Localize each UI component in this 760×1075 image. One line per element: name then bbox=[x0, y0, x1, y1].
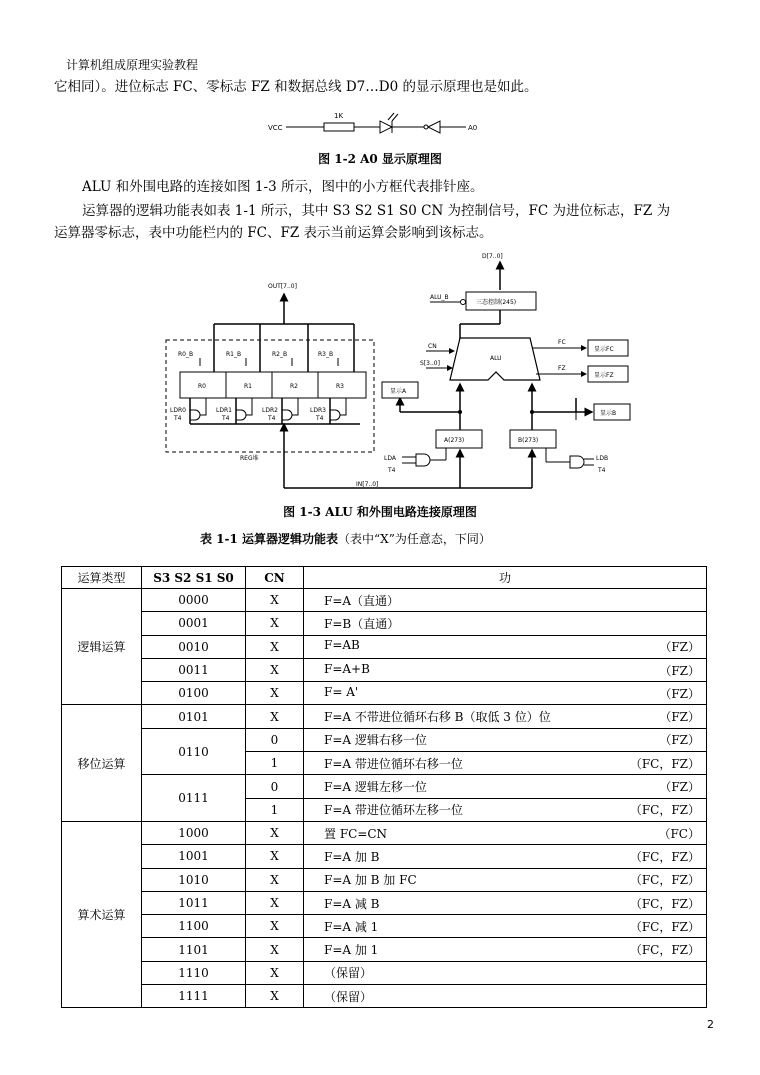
alu-b-label: ALU_B bbox=[430, 294, 449, 301]
show-b-label: 显示B bbox=[600, 410, 617, 417]
cn-cell: X bbox=[246, 612, 304, 635]
group-logic: 逻辑运算 bbox=[62, 589, 142, 705]
in-bus-label: IN[7..0] bbox=[356, 481, 379, 488]
table-row bbox=[62, 682, 707, 705]
paragraph-1: 它相同）。进位标志 FC、零标志 FZ 和数据总线 D7…D0 的显示原理也是如此。 bbox=[54, 79, 538, 95]
cn-cell: X bbox=[246, 845, 304, 868]
function-cell bbox=[304, 798, 707, 821]
show-fc-label: 显示FC bbox=[594, 346, 614, 353]
function-text: F=A+B bbox=[324, 661, 370, 676]
r1-label: R1 bbox=[244, 383, 252, 390]
function-cell bbox=[304, 938, 707, 961]
vcc-label: VCC bbox=[268, 124, 283, 132]
header-cn: CN bbox=[246, 567, 304, 589]
function-cell bbox=[304, 821, 707, 844]
function-text: 置 FC=CN bbox=[324, 826, 388, 841]
function-cell bbox=[304, 682, 707, 705]
group-arith: 算术运算 bbox=[62, 821, 142, 1007]
code-cell: 1001 bbox=[142, 845, 246, 868]
fz-label: FZ bbox=[558, 365, 566, 372]
r3-label: R3 bbox=[336, 383, 344, 390]
r3b-label: R3_B bbox=[318, 351, 334, 358]
table-row bbox=[62, 728, 707, 751]
code-cell: 1111 bbox=[142, 985, 246, 1008]
regfile-label: REG堆 bbox=[240, 455, 259, 462]
code-cell: 0110 bbox=[142, 728, 246, 775]
cn-label: CN bbox=[428, 343, 437, 350]
show-fz-label: 显示FZ bbox=[594, 372, 614, 379]
function-text: F=AB bbox=[324, 638, 360, 653]
table-row bbox=[62, 845, 707, 868]
flag-text: （FC，FZ） bbox=[629, 756, 700, 771]
a273-label: A(273) bbox=[444, 437, 465, 444]
flag-text: （FC，FZ） bbox=[629, 919, 700, 934]
ldb-label: LDB bbox=[596, 455, 609, 462]
function-text: F= A' bbox=[324, 684, 359, 699]
r2b-label: R2_B bbox=[272, 351, 288, 358]
cn-cell: X bbox=[246, 915, 304, 938]
function-text: F=A 逻辑右移一位 bbox=[324, 733, 427, 748]
function-text: F=A（直通） bbox=[324, 593, 400, 608]
flag-text: （FC，FZ） bbox=[629, 803, 700, 818]
code-cell: 1000 bbox=[142, 821, 246, 844]
function-text: （保留） bbox=[324, 989, 373, 1004]
paragraph-2: ALU 和外围电路的连接如图 1-3 所示，图中的小方框代表排针座。 bbox=[82, 179, 484, 195]
flag-text: （FZ） bbox=[659, 733, 700, 748]
figure-1-2-diagram bbox=[260, 108, 500, 144]
table-row bbox=[62, 612, 707, 635]
flag-text: （FC，FZ） bbox=[629, 943, 700, 958]
cn-cell: 0 bbox=[246, 728, 304, 751]
cn-cell: X bbox=[246, 635, 304, 658]
show-a-label: 显示A bbox=[390, 388, 407, 395]
flag-text: （FZ） bbox=[659, 686, 700, 701]
flag-text: （FZ） bbox=[659, 710, 700, 725]
cn-cell: 1 bbox=[246, 752, 304, 775]
ldr0-label: LDR0 bbox=[170, 407, 186, 414]
header-op-type: 运算类型 bbox=[62, 567, 142, 589]
function-cell bbox=[304, 868, 707, 891]
function-text: F=A 不带进位循环右移 B（取低 3 位）位 bbox=[324, 710, 551, 725]
d-bus-label: D[7..0] bbox=[482, 253, 503, 260]
alu-label: ALU bbox=[490, 355, 502, 362]
s-label: S[3..0] bbox=[420, 360, 440, 367]
t4-label-r1: T4 bbox=[222, 415, 230, 422]
table-row bbox=[62, 985, 707, 1008]
table-row bbox=[62, 635, 707, 658]
function-cell bbox=[304, 915, 707, 938]
page-number: 2 bbox=[707, 1018, 714, 1031]
cn-cell: X bbox=[246, 658, 304, 681]
group-shift: 移位运算 bbox=[62, 705, 142, 821]
code-cell: 0001 bbox=[142, 612, 246, 635]
paragraph-3-line-2: 运算器零标志，表中功能栏内的 FC、FZ 表示当前运算会影响到该标志。 bbox=[54, 225, 493, 241]
table-row bbox=[62, 705, 707, 728]
function-cell bbox=[304, 891, 707, 914]
table-row bbox=[62, 589, 707, 612]
cn-cell: X bbox=[246, 705, 304, 728]
table-row bbox=[62, 821, 707, 844]
function-cell bbox=[304, 775, 707, 798]
r0b-label: R0_B bbox=[178, 351, 194, 358]
flag-text: （FZ） bbox=[659, 640, 700, 655]
flag-text: （FZ） bbox=[659, 780, 700, 795]
figure-1-2-caption: 图 1-2 A0 显示原理图 bbox=[318, 152, 442, 166]
r1b-label: R1_B bbox=[226, 351, 242, 358]
paragraph-3-line-1: 运算器的逻辑功能表如表 1-1 所示，其中 S3 S2 S1 S0 CN 为控制信号，FC 为进位标志，FZ 为 bbox=[82, 203, 671, 219]
code-cell: 1101 bbox=[142, 938, 246, 961]
cn-cell: X bbox=[246, 985, 304, 1008]
header-function: 功 bbox=[304, 567, 707, 589]
table-header-row bbox=[62, 567, 707, 589]
cn-cell: X bbox=[246, 938, 304, 961]
function-cell bbox=[304, 635, 707, 658]
function-cell bbox=[304, 705, 707, 728]
code-cell: 1100 bbox=[142, 915, 246, 938]
function-cell bbox=[304, 845, 707, 868]
cn-cell: X bbox=[246, 961, 304, 984]
function-text: F=A 加 B 加 FC bbox=[324, 873, 417, 888]
function-text: F=A 加 B bbox=[324, 849, 380, 864]
cn-cell: 1 bbox=[246, 798, 304, 821]
r0-label: R0 bbox=[198, 383, 206, 390]
cn-cell: 0 bbox=[246, 775, 304, 798]
function-text: F=A 逻辑左移一位 bbox=[324, 780, 427, 795]
code-cell: 1110 bbox=[142, 961, 246, 984]
code-cell: 0101 bbox=[142, 705, 246, 728]
cn-cell: X bbox=[246, 682, 304, 705]
cn-cell: X bbox=[246, 868, 304, 891]
page-header: 计算机组成原理实验教程 bbox=[66, 58, 199, 72]
function-cell bbox=[304, 752, 707, 775]
ldr3-label: LDR3 bbox=[310, 407, 326, 414]
code-cell: 0011 bbox=[142, 658, 246, 681]
flag-text: （FC，FZ） bbox=[629, 849, 700, 864]
function-text: F=B（直通） bbox=[324, 616, 400, 631]
function-cell bbox=[304, 658, 707, 681]
a0-label: A0 bbox=[468, 124, 478, 132]
figure-1-3-diagram bbox=[160, 248, 640, 498]
table-caption-note: （表中“X”为任意态，下同） bbox=[338, 532, 491, 546]
function-text: F=A 减 1 bbox=[324, 919, 379, 934]
table-row bbox=[62, 938, 707, 961]
cn-cell: X bbox=[246, 821, 304, 844]
table-row bbox=[62, 891, 707, 914]
lda-label: LDA bbox=[384, 455, 396, 462]
t4-label-r0: T4 bbox=[174, 415, 182, 422]
code-cell: 1011 bbox=[142, 891, 246, 914]
flag-text: （FC，FZ） bbox=[629, 873, 700, 888]
ldr1-label: LDR1 bbox=[216, 407, 232, 414]
code-cell: 0010 bbox=[142, 635, 246, 658]
code-cell: 0111 bbox=[142, 775, 246, 822]
function-table bbox=[61, 566, 707, 1008]
code-cell: 0100 bbox=[142, 682, 246, 705]
flag-text: （FZ） bbox=[659, 663, 700, 678]
t4-label-a: T4 bbox=[388, 467, 396, 474]
function-cell bbox=[304, 612, 707, 635]
function-cell bbox=[304, 728, 707, 751]
table-caption bbox=[200, 530, 491, 547]
flag-text: （FC） bbox=[658, 826, 700, 841]
out-bus-label: OUT[7..0] bbox=[268, 283, 297, 290]
table-row bbox=[62, 915, 707, 938]
figure-1-3-caption: 图 1-3 ALU 和外围电路连接原理图 bbox=[283, 505, 477, 519]
table-row bbox=[62, 775, 707, 798]
t4-label-r2: T4 bbox=[268, 415, 276, 422]
fc-label: FC bbox=[558, 339, 566, 346]
resistor-label: 1K bbox=[334, 112, 344, 120]
table-row bbox=[62, 961, 707, 984]
cn-cell: X bbox=[246, 891, 304, 914]
function-cell bbox=[304, 985, 707, 1008]
r2-label: R2 bbox=[290, 383, 298, 390]
function-text: F=A 加 1 bbox=[324, 943, 379, 958]
t4-label-b: T4 bbox=[598, 467, 606, 474]
code-cell: 0000 bbox=[142, 589, 246, 612]
function-text: F=A 带进位循环右移一位 bbox=[324, 756, 463, 771]
function-text: （保留） bbox=[324, 966, 373, 981]
function-cell bbox=[304, 961, 707, 984]
table-caption-title: 表 1-1 运算器逻辑功能表 bbox=[200, 532, 339, 546]
ldr2-label: LDR2 bbox=[262, 407, 278, 414]
function-cell bbox=[304, 589, 707, 612]
t4-label-r3: T4 bbox=[316, 415, 324, 422]
function-text: F=A 带进位循环左移一位 bbox=[324, 803, 463, 818]
function-text: F=A 减 B bbox=[324, 896, 380, 911]
cn-cell: X bbox=[246, 589, 304, 612]
b273-label: B(273) bbox=[518, 437, 539, 444]
code-cell: 1010 bbox=[142, 868, 246, 891]
flag-text: （FC，FZ） bbox=[629, 896, 700, 911]
table-row bbox=[62, 658, 707, 681]
table-row bbox=[62, 868, 707, 891]
tristate-label: 三态控制(245) bbox=[476, 299, 517, 306]
header-control: S3 S2 S1 S0 bbox=[142, 567, 246, 589]
